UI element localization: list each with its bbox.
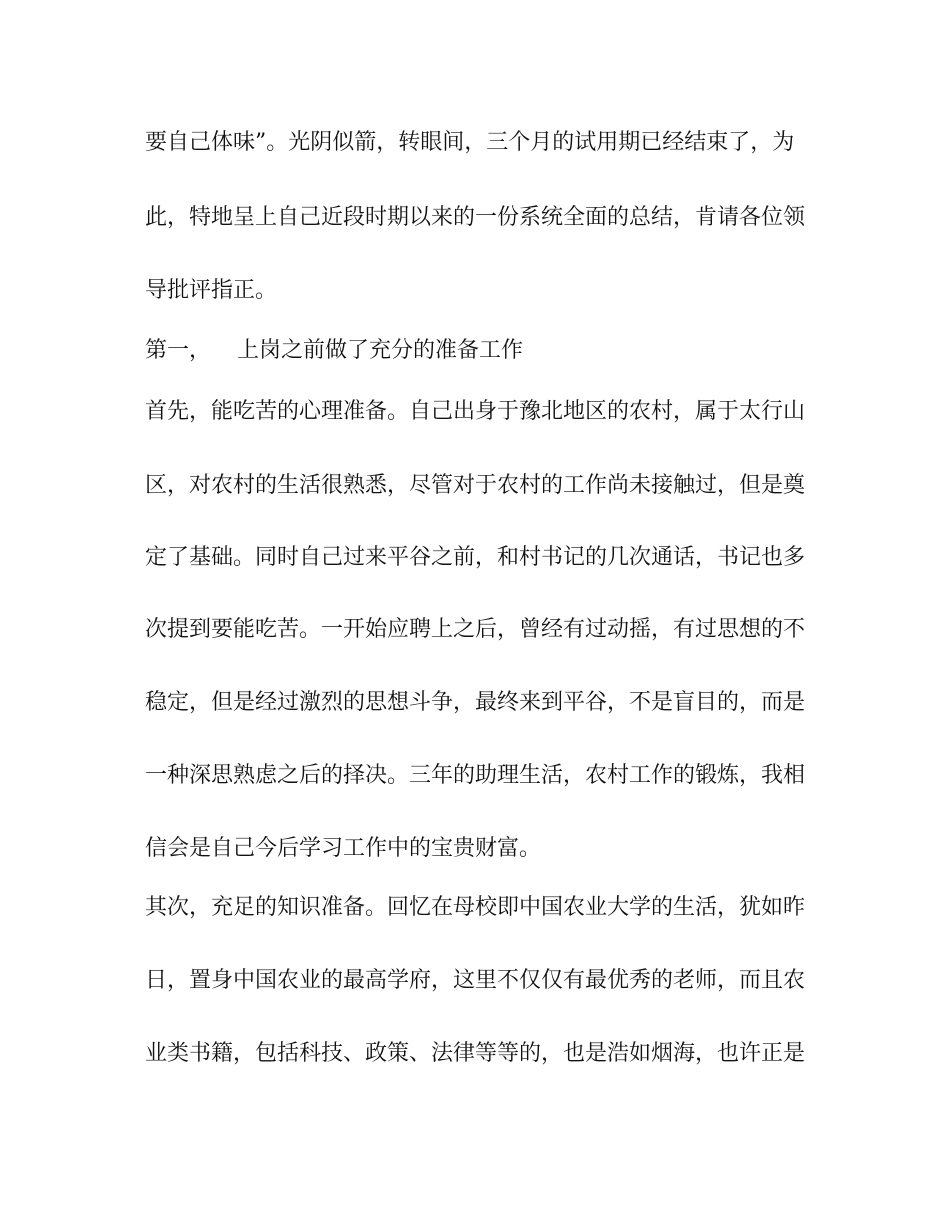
paragraph-2-line-4: 次提到要能吃苦。一开始应聘上之后，曾经有过动摇，有过思想的不	[145, 617, 805, 642]
section-heading-number: 第一，	[145, 338, 212, 363]
paragraph-2-line-7: 信会是自己今后学习工作中的宝贵财富。	[145, 836, 542, 861]
section-heading-title: 上岗之前做了充分的准备工作	[237, 338, 524, 363]
paragraph-2-line-2: 区，对农村的生活很熟悉，尽管对于农村的工作尚未接触过，但是奠	[145, 473, 805, 498]
paragraph-2-line-3: 定了基础。同时自己过来平谷之前，和村书记的几次通话，书记也多	[145, 545, 805, 570]
paragraph-1-line-2: 此，特地呈上自己近段时期以来的一份系统全面的总结，肯请各位领	[145, 205, 805, 230]
paragraph-2-line-5: 稳定，但是经过激烈的思想斗争，最终来到平谷，不是盲目的，而是	[145, 690, 805, 715]
paragraph-1-line-1: 要自己体味”。光阴似箭，转眼间，三个月的试用期已经结束了，为	[145, 130, 795, 155]
section-heading	[145, 336, 805, 366]
paragraph-2-line-6: 一种深思熟虑之后的择决。三年的助理生活，农村工作的锻炼，我相	[145, 763, 805, 788]
paragraph-1-line-3: 导批评指正。	[145, 278, 278, 303]
paragraph-3-line-2: 日，置身中国农业的最高学府，这里不仅仅有最优秀的老师，而且农	[145, 968, 805, 993]
paragraph-2-line-1: 首先，能吃苦的心理准备。自己出身于豫北地区的农村，属于太行山	[145, 399, 805, 424]
paragraph-3-line-3: 业类书籍，包括科技、政策、法律等等的，也是浩如烟海，也许正是	[145, 1041, 805, 1066]
paragraph-3-line-1: 其次，充足的知识准备。回忆在母校即中国农业大学的生活，犹如昨	[145, 895, 805, 920]
